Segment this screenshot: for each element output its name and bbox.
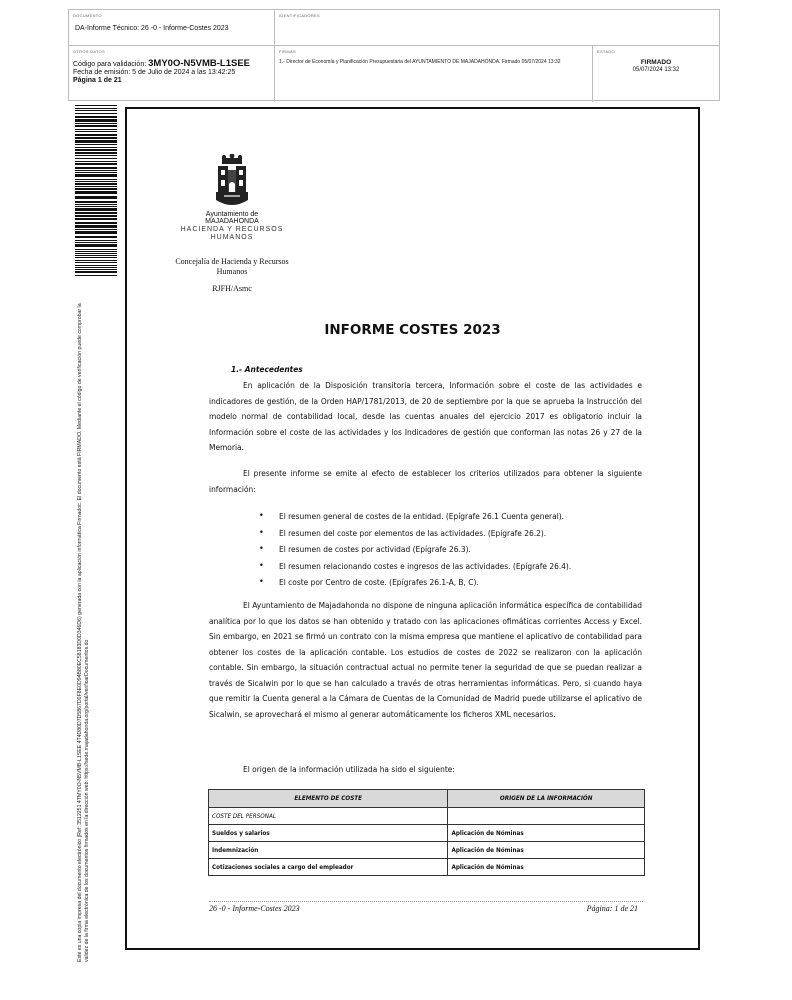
document-title: INFORME COSTES 2023 <box>324 322 501 338</box>
estado-date: 05/07/2024 13:32 <box>632 67 680 73</box>
paragraph-4: El origen de la información utilizada ha sido el siguiente: <box>243 764 455 774</box>
logo-line-2: MAJADAHONDA <box>205 218 259 225</box>
identificadores-cell <box>275 10 719 46</box>
paragraph-1: En aplicación de la Disposición transitoria tercera, Información sobre el coste de las actividades e indicadores de gestión, de la Orden HAP/1781/2013, de 20 de septiembre por la que se aprueba la Instrucción del modelo normal de contabilidad local, desde las cuentas anuales del ejercicio 2017 es obligatorio incluir la Información sobre el coste de las actividades y los Indicadores de gestión que conforman las notas 26 y 27 de la Memoria. <box>209 380 642 452</box>
emission-date: Fecha de emisión: 5 de Julio de 2024 a las 13:42:25 <box>73 69 236 76</box>
logo-line-4: HUMANOS <box>210 234 254 241</box>
logo-line-1: Ayuntamiento de <box>205 211 259 218</box>
table-cell: Cotizaciones sociales a cargo del empleador <box>209 859 448 876</box>
firmas-label: FIRMAS <box>279 49 296 54</box>
concejalia-label: Concejalía de Hacienda y Recursos Humanos <box>175 257 289 276</box>
coat-of-arms-icon <box>172 154 292 210</box>
list-item: • El coste por Centro de coste. (Epígrafes 26.1-A, B, C). <box>209 575 642 592</box>
table-section-cell: COSTE DEL PERSONAL <box>209 808 448 825</box>
table-header: ELEMENTO DE COSTE <box>209 790 448 808</box>
otros-datos-label: OTROS DATOS <box>73 49 106 54</box>
logo-line-3: HACIENDA Y RECURSOS <box>180 226 284 233</box>
table-header-row <box>209 790 645 808</box>
municipal-logo <box>172 154 292 244</box>
table-cell: Aplicación de Nóminas <box>448 825 645 842</box>
table-row <box>209 808 645 825</box>
list-item: • El resumen de costes por actividad (Epígrafe 26.3). <box>209 542 642 559</box>
barcode-icon <box>75 105 117 277</box>
bullet-list <box>209 509 642 592</box>
section-heading: 1.- Antecedentes <box>231 364 303 374</box>
page-count: Página 1 de 21 <box>73 77 122 84</box>
footer-document-name: 26 -0 - Informe-Costes 2023 <box>209 904 300 913</box>
table-header: ORIGEN DE LA INFORMACIÓN <box>448 790 645 808</box>
list-item: • El resumen del coste por elementos de las actividades. (Epígrafe 26.2). <box>209 526 642 543</box>
estado-value: FIRMADO <box>640 59 672 66</box>
verification-legend: Este es una copia impresa del documento electrónico (Ref: 3512251 4TMY0O-N5VMB-L1SEE 4T4D80D7D5867D0F8E0D94B80EC58183D0D346D6) generada con la aplicación informática Firmadoc. El documento está FIRMADO. Mediante el código de verificación puede comprobar la validez de la firma electrónica de los documentos firmados en la dirección web: https://sede.majadahonda.org/portal/verificarDocumentos.do <box>77 303 90 962</box>
table-cell <box>448 808 645 825</box>
identificadores-label: IDENTIFICADORES <box>279 13 320 18</box>
firmas-cell <box>275 46 593 102</box>
document-page <box>125 107 700 950</box>
table-row <box>209 859 645 876</box>
table-row <box>209 825 645 842</box>
estado-label: ESTADO <box>597 49 615 54</box>
table-cell: Indemnización <box>209 842 448 859</box>
list-item: • El resumen relacionando costes e ingresos de las actividades. (Epígrafe 26.4). <box>209 559 642 576</box>
cost-origin-table <box>208 789 645 876</box>
otros-datos-cell <box>69 46 275 102</box>
table-cell: Sueldos y salarios <box>209 825 448 842</box>
footer-page-number: Página: 1 de 21 <box>586 904 638 913</box>
reference-code: RJFH/Asmc <box>212 284 252 293</box>
validation-label: Código para validación: <box>73 61 147 68</box>
list-item: • El resumen general de costes de la entidad. (Epígrafe 26.1 Cuenta general). <box>209 509 642 526</box>
table-cell: Aplicación de Nóminas <box>448 842 645 859</box>
table-row <box>209 842 645 859</box>
paragraph-3: El Ayuntamiento de Majadahonda no dispone de ninguna aplicación informática específica de contabilidad analítica por lo que los datos se han obtenido y tratado con las aplicaciones ofimáticas corrientes Access y Excel. Sin embargo, en 2021 se firmó un contrato con la misma empresa que mantiene el aplicativo de contabilidad para obtener los costes de la aplicación contable. Los estudios de costes de 2022 se realizaron con la aplicación contable. Sin embargo, la situación contractual actual no permite tener la seguridad de que se puedan realizar a través de Sicalwin por lo que se han calculado a través de otras herramientas informáticas. Pero, si cuando haya que remitir la Cuenta general a la Cámara de Cuentas de la Comunidad de Madrid puede utilizarse el aplicativo de Sicalwin, se aprovechará el mismo al generar automáticamente los ficheros XML necesarios. <box>209 600 642 719</box>
estado-cell <box>593 46 719 102</box>
validation-code[interactable]: 3MY0O-N5VMB-L1SEE <box>148 58 251 69</box>
firmas-value: 1.- Director de Economía y Planificación Presupuestaria del AYUNTAMIENTO DE MAJADAHONDA. Firmado 05/07/2024 13:32 <box>279 59 561 65</box>
footer-divider <box>209 901 643 902</box>
documento-value: DA-Informe Técnico: 26 -0 - Informe-Costes 2023 <box>75 25 229 32</box>
table-cell: Aplicación de Nóminas <box>448 859 645 876</box>
signature-header <box>68 9 720 101</box>
paragraph-2: El presente informe se emite al efecto de establecer los criterios utilizados para obtener la siguiente información: <box>209 468 642 494</box>
documento-cell <box>69 10 275 46</box>
documento-label: DOCUMENTO <box>73 13 102 18</box>
